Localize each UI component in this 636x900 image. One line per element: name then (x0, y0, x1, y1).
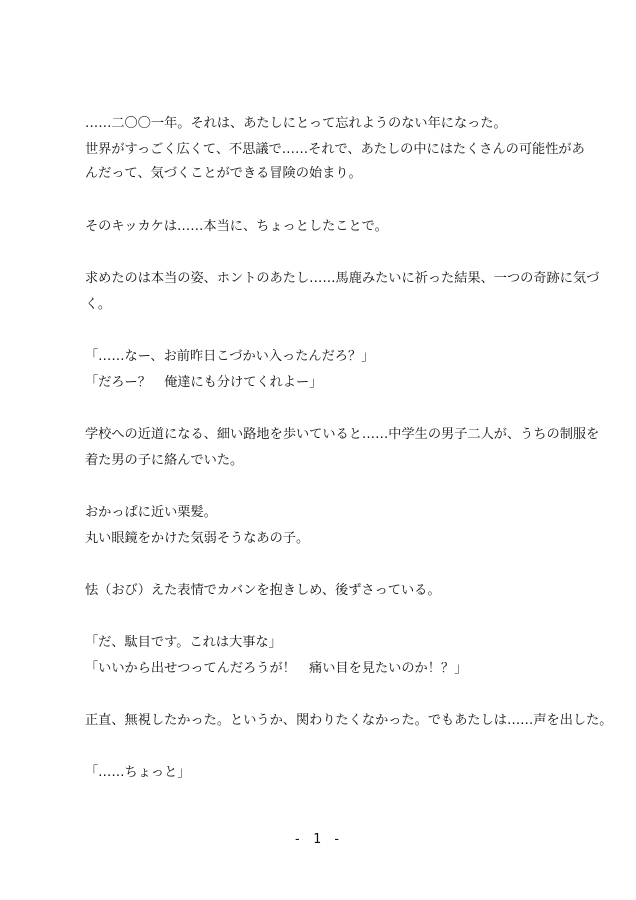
text-line: 求めたのは本当の姿、ホントのあたし……馬鹿みたいに祈った結果、一つの奇跡に気づ (85, 271, 600, 286)
text-line: 正直、無視したかった。というか、関わりたくなかった。でもあたしは……声を出した。 (85, 713, 613, 728)
text-line: く。 (85, 297, 112, 312)
text-line: 着た男の子に絡んでいた。 (85, 453, 244, 468)
text-line: そのキッカケは……本当に、ちょっとしたことで。 (85, 219, 388, 234)
text-line: んだって、気づくことができる冒険の始まり。 (85, 166, 362, 181)
text-line: ……二〇〇一年。それは、あたしにとって忘れようのない年になった。 (85, 116, 507, 131)
text-line: 怯（おび）えた表情でカバンを抱きしめ、後ずさっている。 (85, 583, 441, 598)
text-line: おかっぱに近い栗髪。 (85, 505, 217, 520)
text-line: 丸い眼鏡をかけた気弱そうなあの子。 (85, 531, 310, 546)
dialogue-line: 「だ、駄目です。これは大事な」 (85, 635, 282, 650)
dialogue-line: 「だろー？ 俺達にも分けてくれよー」 (85, 375, 323, 390)
text-line: 世界がすっごく広くて、不思議で……それで、あたしの中にはたくさんの可能性があ (85, 142, 585, 157)
dialogue-line: 「いいから出せつってんだろうが！ 痛い目を見たいのか！？」 (85, 661, 468, 676)
dialogue-line: 「……なー、お前昨日こづかい入ったんだろ？」 (85, 349, 375, 364)
dialogue-line: 「……ちょっと」 (85, 765, 191, 780)
page-number: - 1 - (293, 832, 343, 847)
text-line: 学校への近道になる、細い路地を歩いていると……中学生の男子二人が、うちの制服を (85, 427, 600, 442)
